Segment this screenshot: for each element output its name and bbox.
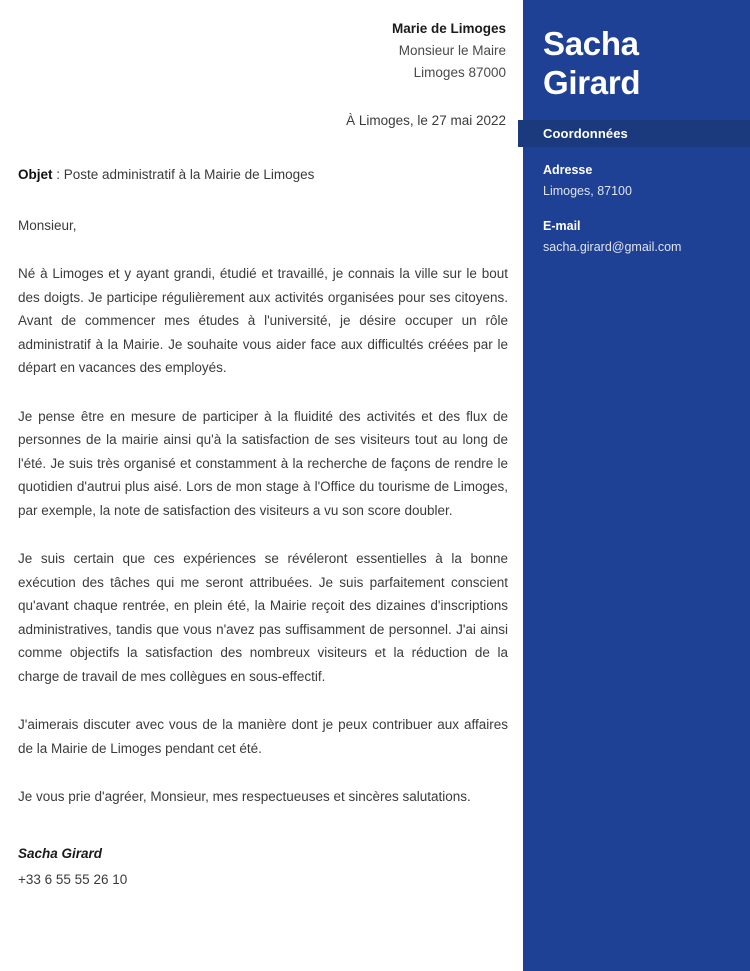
sidebar-field-address-value: Limoges, 87100 bbox=[543, 184, 632, 198]
recipient-title: Monsieur le Maire bbox=[398, 43, 506, 58]
sidebar-contact-fields bbox=[523, 160, 750, 257]
body-paragraph-3: Je suis certain que ces expériences se révéleront essentielles à la bonne exécution des tâches qui me seront attribuées. Je suis parfaitement conscient qu'avant chaque rentrée, en plein été, la Mairie reçoit des dizaines d'inscriptions administratives, tandis que vous n'avez pas suffisamment de personnel. J'ai ainsi comme objectifs la satisfaction des nombreux visiteurs et la réduction de la charge de travail de mes collègues en sous-effectif. bbox=[18, 551, 508, 684]
salutation: Monsieur, bbox=[18, 218, 77, 233]
sidebar-name-last: Girard bbox=[543, 64, 641, 101]
recipient-city-postal: Limoges 87000 bbox=[413, 65, 506, 80]
sidebar-field-email-value[interactable]: sacha.girard@gmail.com bbox=[543, 240, 682, 254]
signature-phone: +33 6 55 55 26 10 bbox=[18, 871, 128, 887]
sidebar-field-address-label: Adresse bbox=[543, 163, 593, 177]
recipient-name: Marie de Limoges bbox=[391, 21, 506, 36]
sidebar-field-email-label: E-mail bbox=[543, 219, 581, 233]
signature-name: Sacha Girard bbox=[18, 845, 103, 861]
body-paragraph-5: Je vous prie d'agréer, Monsieur, mes respectueuses et sincères salutations. bbox=[18, 789, 471, 804]
body-paragraph-4: J'aimerais discuter avec vous de la manière dont je peux contribuer aux affaires de la Mairie de Limoges pendant cet été. bbox=[18, 717, 508, 756]
sidebar-field-email bbox=[543, 216, 750, 257]
body-paragraph-1: Né à Limoges et y ayant grandi, étudié et travaillé, je connais la ville sur le bout des doigts. Je participe régulièrement aux activités organisées pour ses citoyens. Avant de commencer mes études à l'université, je désire occuper un rôle administratif à la Mairie. Je souhaite vous aider face aux difficultés créées par le départ en vacances des employés. bbox=[18, 266, 508, 375]
sidebar-section-title: Coordonnées bbox=[543, 126, 628, 141]
subject-text: : Poste administratif à la Mairie de Limoges bbox=[52, 167, 315, 182]
sidebar-name-first: Sacha bbox=[543, 25, 639, 62]
subject-label: Objet bbox=[18, 167, 53, 182]
sidebar-section-band bbox=[518, 120, 750, 147]
sidebar-applicant-name bbox=[523, 0, 750, 102]
body-paragraph-2: Je pense être en mesure de participer à la fluidité des activités et des flux de personnes de la mairie ainsi qu'à la satisfaction de ses visiteurs tout au long de l'été. Je suis très organisé et constamment à la recherche de façons de rendre le quotidien d'autrui plus aisé. Lors de mon stage à l'Office du tourisme de Limoges, par exemple, la note de satisfaction des visiteurs a vu son score doubler. bbox=[18, 408, 508, 518]
dateline: À Limoges, le 27 mai 2022 bbox=[346, 113, 506, 128]
sidebar-field-address bbox=[543, 160, 750, 201]
sidebar-panel bbox=[523, 0, 750, 971]
signature-block bbox=[18, 843, 508, 891]
recipient-block bbox=[18, 18, 508, 84]
subject-line bbox=[18, 164, 508, 186]
